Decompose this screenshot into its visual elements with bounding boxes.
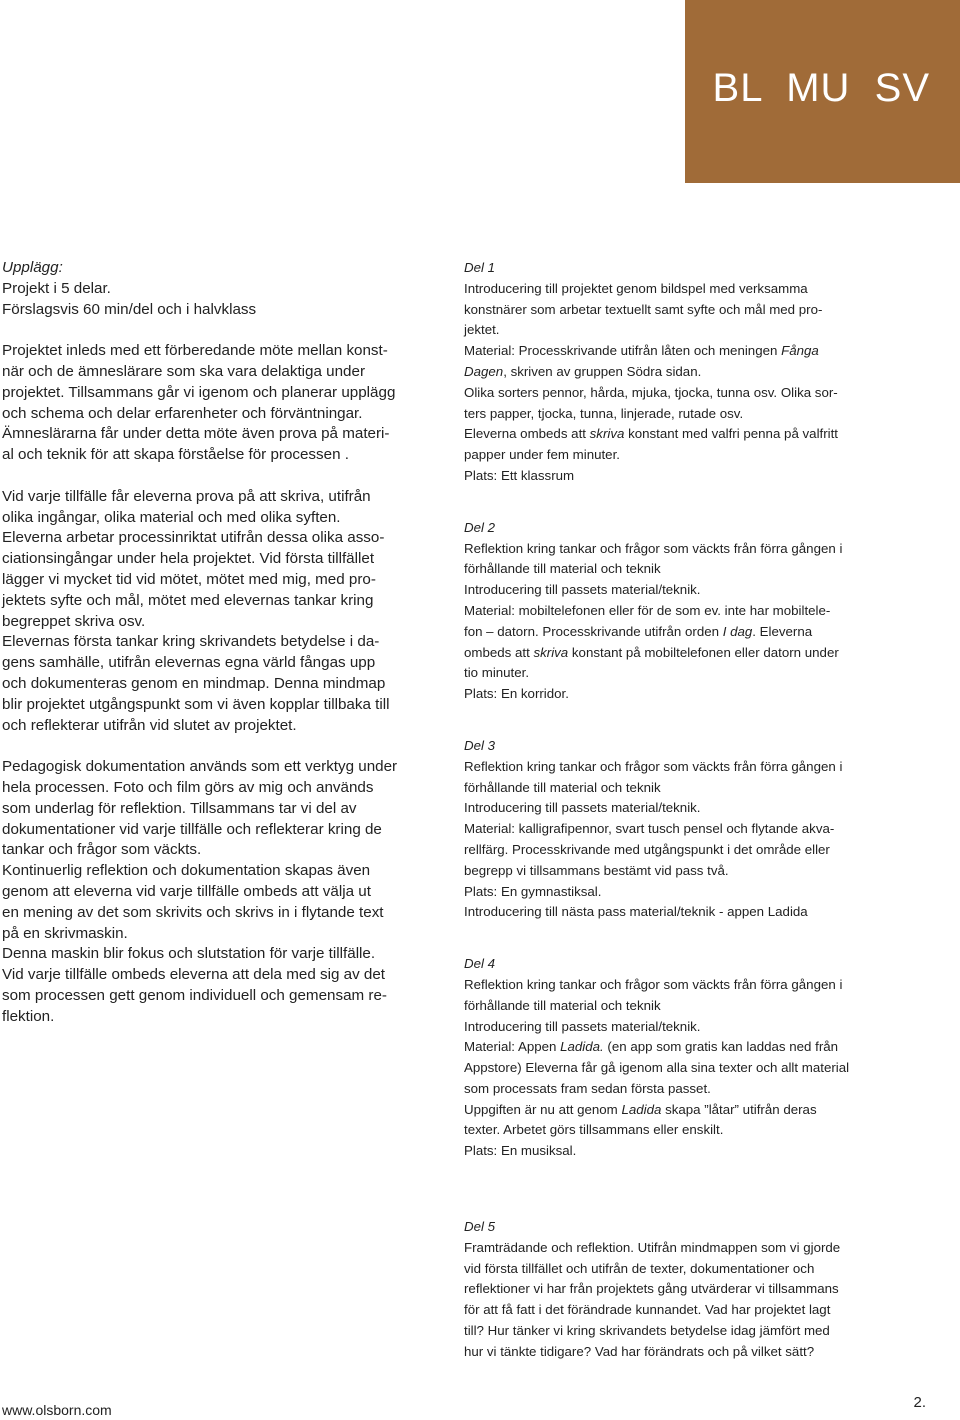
text-line: Material: kalligrafipennor, svart tusch pensel och flytande akva-: [464, 821, 835, 837]
text-line: flektion.: [2, 1007, 55, 1025]
text-line: Projektet inleds med ett förberedande möte mellan konst-: [2, 342, 388, 360]
brand-block: [685, 0, 960, 183]
text-line: begreppet skriva osv.: [2, 612, 146, 630]
text-line: papper under fem minuter.: [464, 447, 620, 463]
text-line: blir projektet utgångspunkt som vi även kopplar tillbaka till: [2, 695, 390, 713]
text-line: dokumentationer vid varje tillfälle och reflekterar kring de: [2, 820, 382, 838]
text-line: förhållande till material och teknik: [464, 779, 661, 795]
text-line: Dagen, skriven av gruppen Södra sidan.: [464, 363, 702, 379]
text-line: förhållande till material och teknik: [464, 997, 661, 1013]
text-line: Reflektion kring tankar och frågor som väckts från förra gången i: [464, 976, 843, 992]
text-line: Material: Processkrivande utifrån låten och meningen Fånga: [464, 343, 819, 359]
text-line: al och teknik för att skapa förståelse för processen .: [2, 446, 349, 464]
text-line: Introducering till nästa pass material/teknik - appen Ladida: [464, 904, 808, 920]
footer-url: www.olsborn.com: [2, 1402, 112, 1418]
text-line: förhållande till material och teknik: [464, 561, 661, 577]
text-line: Denna maskin blir fokus och slutstation för varje tillfälle.: [2, 945, 376, 963]
text-line: Material: Appen Ladida. (en app som gratis kan laddas ned från: [464, 1039, 839, 1055]
text-line: som processats fram sedan första passet.: [464, 1080, 711, 1096]
text-line: Pedagogisk dokumentation används som ett verktyg under: [2, 758, 398, 776]
text-line: och reflekterar utifrån vid slutet av projektet.: [2, 716, 297, 734]
text-line: begrepp vi tillsammans bestämt vid pass två.: [464, 862, 729, 878]
text-line: Elevernas första tankar kring skrivandets betydelse i da-: [2, 633, 380, 651]
text-line: ters papper, tjocka, tunna, linjerade, rutade osv.: [464, 405, 744, 421]
text-line: tankar och frågor som väckts.: [2, 841, 202, 859]
text-line: jektets syfte och mål, mötet med elevernas tankar kring: [2, 591, 374, 609]
text-line: Appstore) Eleverna får gå igenom alla sina texter och allt material: [464, 1060, 850, 1076]
del4-heading: Del 4: [464, 956, 496, 972]
text-line: och schema och delar erfarenheter och förväntningar.: [2, 404, 363, 422]
text-line: ciationsingångar under hela projektet. Vid första tillfället: [2, 550, 375, 568]
text-line: som processen gett genom individuell och gemensam re-: [2, 986, 387, 1004]
text-line: Introducering till passets material/teknik.: [464, 582, 701, 598]
text-line: Introducering till projektet genom bildspel med verksamma: [464, 280, 808, 296]
text-line: som underlag för reflektion. Tillsammans tar vi del av: [2, 799, 357, 817]
text-line: fon – datorn. Processkrivande utifrån orden I dag. Eleverna: [464, 623, 813, 639]
text-line: texter. Arbetet görs tillsammans eller enskilt.: [464, 1122, 724, 1138]
text-line: tio minuter.: [464, 665, 530, 681]
text-line: Reflektion kring tankar och frågor som väckts från förra gången i: [464, 758, 843, 774]
text-line: till? Hur tänker vi kring skrivandets betydelse idag jämfört med: [464, 1322, 830, 1338]
text-line: hur vi tänkte tidigare? Vad har förändrats och på vilket sätt?: [464, 1343, 815, 1359]
del5-section: [464, 1217, 904, 1363]
upplagg-heading: Upplägg:: [2, 259, 63, 276]
text-line: Plats: En musiksal.: [464, 1143, 577, 1159]
del5-heading: Del 5: [464, 1219, 496, 1234]
text-line: Vid varje tillfälle ombeds eleverna att dela med sig av det: [2, 966, 385, 984]
right-column: [464, 258, 904, 1162]
text-line: rellfärg. Processkrivande med utgångspunkt i det område eller: [464, 841, 830, 857]
text-line: Uppgiften är nu att genom Ladida skapa ”låtar” utifrån deras: [464, 1101, 817, 1117]
text-line: projektet. Tillsammans går vi igenom och planerar upplägg: [2, 383, 396, 401]
text-line: Framträdande och reflektion. Utifrån mindmappen som vi gjorde: [464, 1239, 841, 1255]
text-line: reflektioner vi har från projektets gång utvärderar vi tillsammans: [464, 1281, 839, 1297]
del1-heading: Del 1: [464, 260, 496, 275]
text-line: konstnärer som arbetar textuellt samt syfte och mål med pro-: [464, 301, 823, 317]
text-line: och dokumenteras genom en mindmap. Denna mindmap: [2, 674, 386, 692]
text-line: genom att eleverna vid varje tillfälle ombeds att välja ut: [2, 882, 371, 900]
text-line: jektet.: [464, 322, 500, 338]
text-line: vid första tillfället och utifrån de texter, dokumentationer och: [464, 1260, 815, 1276]
text-line: en mening av det som skrivits och skrivs in i flytande text: [2, 903, 384, 921]
brand-title: BL MU SV: [712, 66, 930, 110]
text-line: Projekt i 5 delar.: [2, 279, 111, 297]
text-line: Ämneslärarna får under detta möte även prova på materi-: [2, 425, 390, 443]
text-line: lägger vi mycket tid vid mötet, mötet med mig, med pro-: [2, 570, 376, 588]
text-line: Eleverna arbetar processinriktat utifrån dessa olika asso-: [2, 529, 385, 547]
text-line: Introducering till passets material/teknik.: [464, 800, 701, 816]
text-line: för att få fatt i det förändrade kunnandet. Vad har projektet lagt: [464, 1302, 831, 1318]
text-line: Plats: En korridor.: [464, 686, 569, 702]
text-line: Introducering till passets material/teknik.: [464, 1018, 701, 1034]
del3-heading: Del 3: [464, 737, 496, 753]
text-line: hela processen. Foto och film görs av mig och används: [2, 778, 374, 796]
text-line: ombeds att skriva konstant på mobiltelefonen eller datorn under: [464, 644, 839, 660]
text-line: Plats: Ett klassrum: [464, 467, 575, 483]
text-line: Plats: En gymnastiksal.: [464, 883, 602, 899]
left-column: [2, 258, 432, 1027]
text-line: på en skrivmaskin.: [2, 924, 128, 942]
del2-heading: Del 2: [464, 519, 496, 535]
text-line: Material: mobiltelefonen eller för de som ev. inte har mobiltele-: [464, 602, 831, 618]
text-line: Kontinuerlig reflektion och dokumentation skapas även: [2, 862, 371, 880]
text-line: när och de ämneslärare som ska vara delaktiga under: [2, 362, 366, 380]
text-line: Eleverna ombeds att skriva konstant med valfri penna på valfritt: [464, 426, 838, 442]
page-number: 2.: [913, 1394, 926, 1411]
text-line: gens samhälle, utifrån elevernas egna värld fångas upp: [2, 654, 376, 672]
text-line: Reflektion kring tankar och frågor som väckts från förra gången i: [464, 540, 843, 556]
text-line: Olika sorters pennor, hårda, mjuka, tjocka, tunna osv. Olika sor-: [464, 384, 838, 400]
text-line: Förslagsvis 60 min/del och i halvklass: [2, 300, 257, 318]
text-line: Vid varje tillfälle får eleverna prova på att skriva, utifrån: [2, 487, 371, 505]
text-line: olika ingångar, olika material och med olika syften.: [2, 508, 341, 526]
